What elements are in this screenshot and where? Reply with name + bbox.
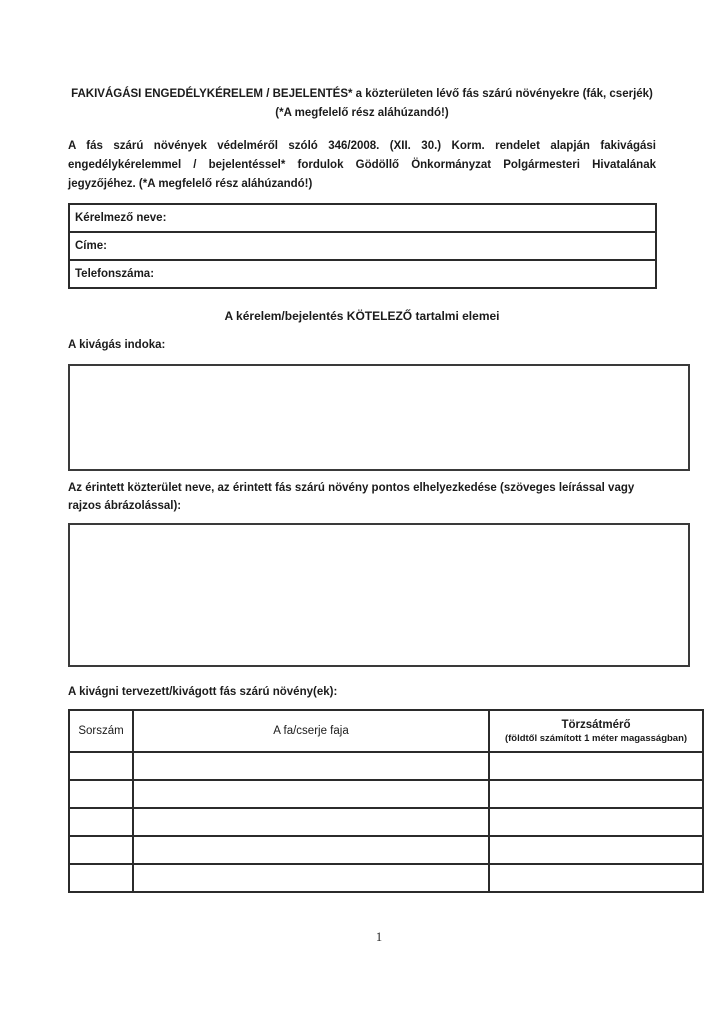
trees-table-row [69, 836, 703, 864]
trees-table-cell-serial [69, 864, 133, 892]
trees-table [68, 709, 704, 893]
trees-table-cell-species [133, 752, 489, 780]
applicant-info-table [68, 203, 657, 289]
reason-label: A kivágás indoka: [68, 339, 166, 351]
trees-table-header-species: A fa/cserje faja [133, 710, 489, 752]
trees-label: A kivágni tervezett/kivágott fás szárú növény(ek): [68, 686, 338, 698]
trees-table-cell-serial [69, 752, 133, 780]
trees-table-cell-diameter [489, 836, 703, 864]
applicant-field-label: Telefonszáma: [69, 260, 656, 288]
section-heading: A kérelem/bejelentés KÖTELEZŐ tartalmi elemei [224, 309, 500, 323]
trees-table-header-diameter-sub: (földtől számított 1 méter magasságban) [504, 732, 688, 744]
trees-table-cell-serial [69, 836, 133, 864]
trees-table-header-serial: Sorszám [69, 710, 133, 752]
intro-paragraph: A fás szárú növények védelméről szóló 346/2008. (XII. 30.) Korm. rendelet alapján fakivágási engedélykérelemmel / bejelentéssel* fordulok Gödöllő Önkormányzat Polgármesteri Hivatalának jegyzőjéhez. (*A megfelelő rész aláhúzandó!) [68, 140, 656, 190]
trees-table-row [69, 752, 703, 780]
trees-table-row [69, 780, 703, 808]
trees-table-row [69, 808, 703, 836]
applicant-field-label: Kérelmező neve: [69, 204, 656, 232]
trees-table-cell-species [133, 780, 489, 808]
applicant-field-row [69, 260, 656, 288]
reason-fill-box [68, 364, 690, 471]
document-subtitle: (*A megfelelő rész aláhúzandó!) [275, 107, 449, 119]
location-label: Az érintett közterület neve, az érintett fás szárú növény pontos elhelyezkedése (szöveges leírással vagy rajzos ábrázolással): [68, 482, 635, 512]
trees-table-header-row [69, 710, 703, 752]
trees-table-cell-species [133, 864, 489, 892]
applicant-field-row [69, 204, 656, 232]
trees-table-cell-species [133, 836, 489, 864]
trees-table-cell-diameter [489, 808, 703, 836]
trees-table-cell-diameter [489, 780, 703, 808]
trees-table-row [69, 864, 703, 892]
applicant-field-label: Címe: [69, 232, 656, 260]
trees-table-cell-serial [69, 808, 133, 836]
applicant-field-row [69, 232, 656, 260]
trees-table-header-diameter-main: Törzsátmérő [561, 718, 631, 731]
page-number: 1 [375, 930, 383, 944]
trees-table-cell-diameter [489, 752, 703, 780]
trees-table-header-diameter [489, 710, 703, 752]
trees-table-cell-diameter [489, 864, 703, 892]
trees-table-cell-species [133, 808, 489, 836]
document-title: FAKIVÁGÁSI ENGEDÉLYKÉRELEM / BEJELENTÉS* a közterületen lévő fás szárú növényekre (fák, cserjék) [71, 88, 653, 100]
location-fill-box [68, 523, 690, 667]
trees-table-cell-serial [69, 780, 133, 808]
